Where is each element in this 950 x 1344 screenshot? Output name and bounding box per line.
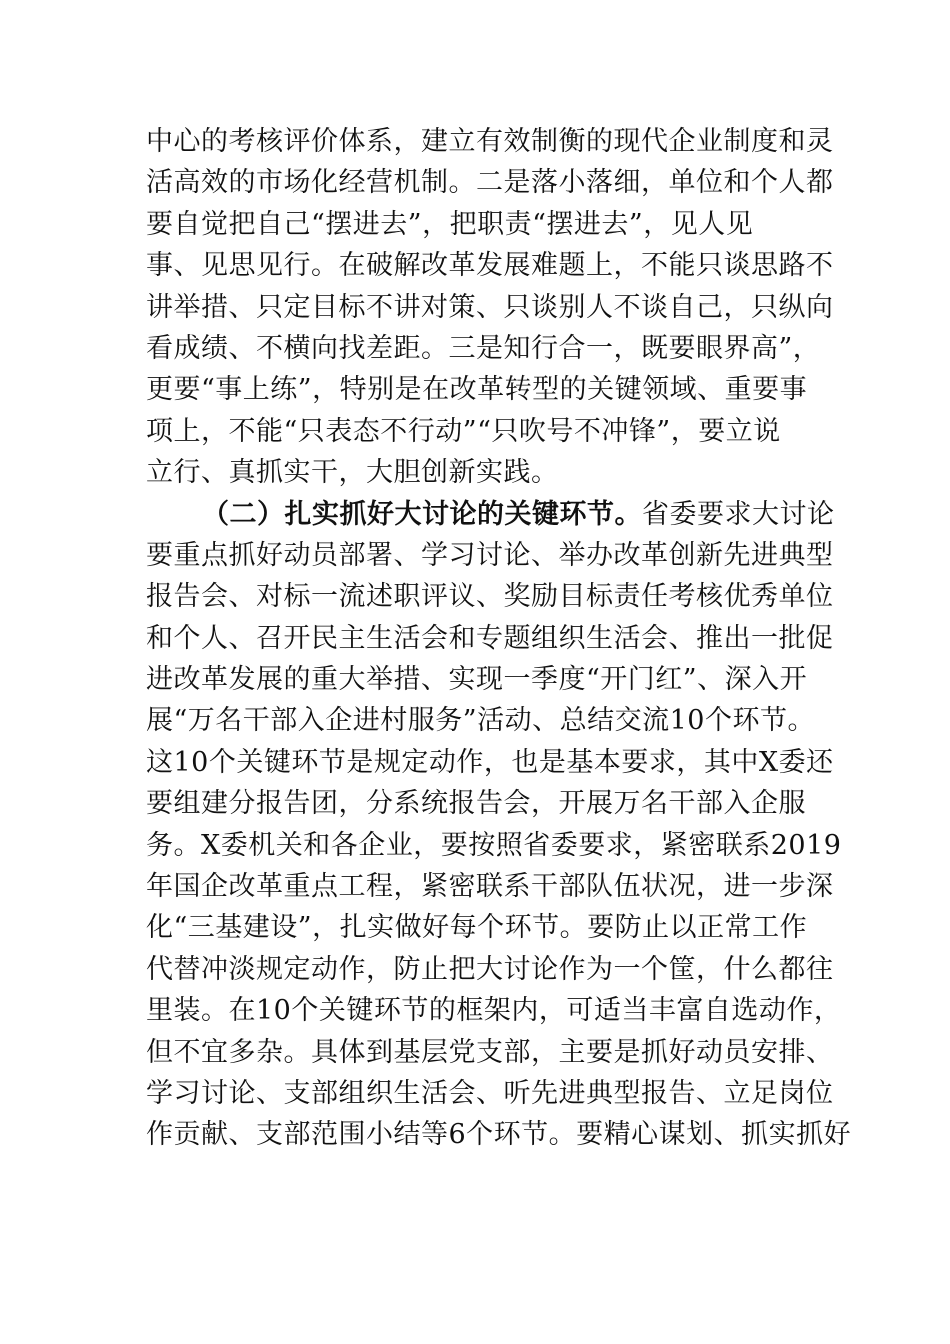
document-body	[146, 121, 852, 1156]
text-line: 进改革发展的重大举措、实现一季度“开门红”、深入开	[146, 664, 808, 696]
text-line: 展“万名干部入企进村服务”活动、总结交流10个环节。	[146, 705, 815, 737]
section-first-line	[146, 494, 835, 535]
text-line: 讲举措、只定目标不讲对策、只谈别人不谈自己，只纵向	[146, 291, 834, 323]
text-line: 化“三基建设”，扎实做好每个环节。要防止以正常工作	[146, 912, 808, 944]
text-line: 这10个关键环节是规定动作，也是基本要求，其中X委还	[146, 746, 834, 778]
text-line: 事、见思见行。在破解改革发展难题上，不能只谈思路不	[146, 250, 834, 282]
text-line: 作贡献、支部范围小结等6个环节。要精心谋划、抓实抓好	[146, 1119, 852, 1151]
text-line: 中心的考核评价体系，建立有效制衡的现代企业制度和灵	[146, 126, 834, 157]
section-first-line-rest: 省委要求大讨论	[642, 498, 835, 530]
text-line: 活高效的市场化经营机制。二是落小落细，单位和个人都	[146, 167, 834, 199]
text-line: 但不宜多杂。具体到基层党支部，主要是抓好动员安排、	[146, 1036, 834, 1068]
text-line: 要重点抓好动员部署、学习讨论、举办改革创新先进典型	[146, 539, 834, 571]
text-line: 立行、真抓实干，大胆创新实践。	[146, 457, 559, 489]
text-line: 要组建分报告团，分系统报告会，开展万名干部入企服	[146, 788, 806, 820]
text-line: 要自觉把自己“摆进去”，把职责“摆进去”，见人见	[146, 208, 754, 240]
text-line: 看成绩、不横向找差距。三是知行合一，既要眼界高”，	[146, 332, 821, 364]
text-line: 项上，不能“只表态不行动”“只吹号不冲锋”，要立说	[146, 415, 781, 447]
text-line: 更要“事上练”，特别是在改革转型的关键领域、重要事	[146, 374, 808, 406]
text-line: 里装。在10个关键环节的框架内，可适当丰富自选动作，	[146, 995, 842, 1027]
text-line: 代替冲淡规定动作，防止把大讨论作为一个筐，什么都往	[146, 953, 834, 985]
text-line: 务。X委机关和各企业，要按照省委要求，紧密联系2019	[146, 829, 842, 861]
section-heading: （二）扎实抓好大讨论的关键环节。	[202, 498, 642, 530]
text-line: 年国企改革重点工程，紧密联系干部队伍状况，进一步深	[146, 871, 834, 903]
text-line: 和个人、召开民主生活会和专题组织生活会、推出一批促	[146, 622, 834, 654]
text-line: 学习讨论、支部组织生活会、听先进典型报告、立足岗位	[146, 1077, 834, 1109]
text-line: 报告会、对标一流述职评议、奖励目标责任考核优秀单位	[146, 581, 834, 613]
